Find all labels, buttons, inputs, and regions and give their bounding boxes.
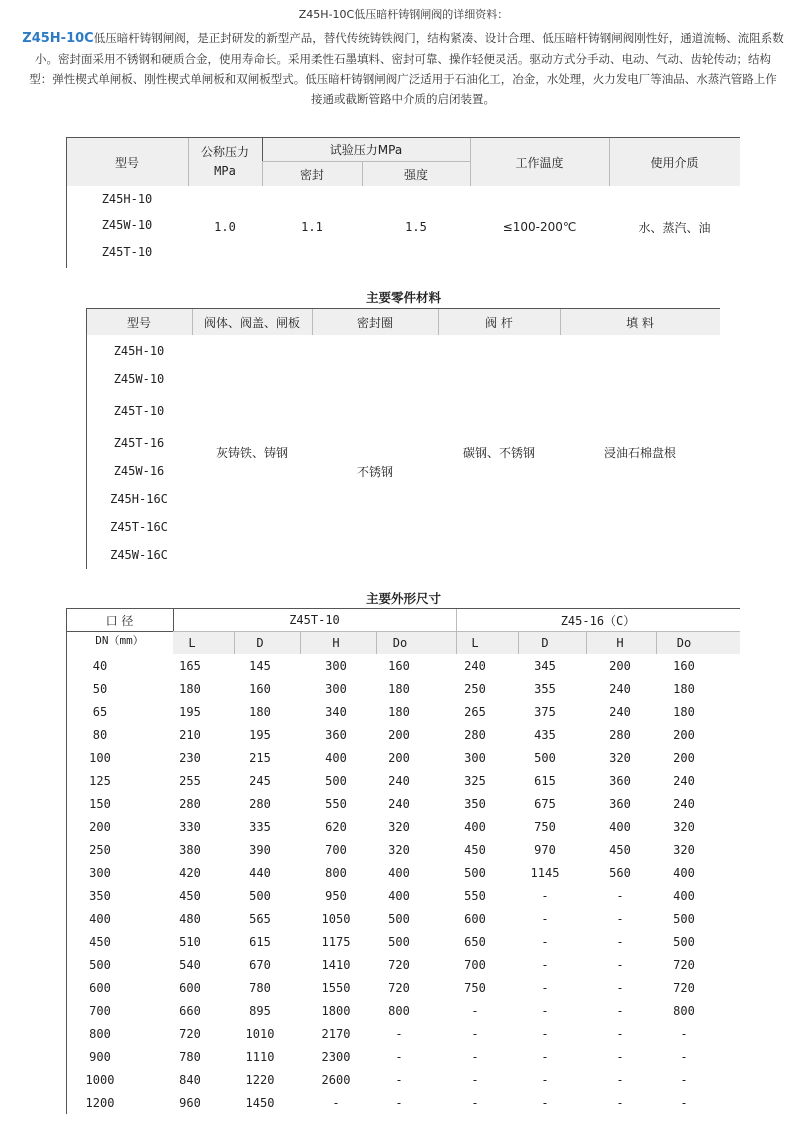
dimension-cell: 335	[249, 820, 271, 834]
dn-cell: 150	[89, 797, 111, 811]
dimension-cell: 340	[325, 705, 347, 719]
header-medium: 使用介质	[650, 155, 699, 170]
model-cell: Z45W-16	[113, 464, 165, 478]
header-nominal-pressure-label: 公称压力	[200, 145, 249, 159]
dimension-cell: 500	[388, 912, 410, 926]
dimension-cell: 265	[464, 705, 486, 719]
dimension-cell: 720	[179, 1027, 201, 1041]
dimension-cell: 200	[673, 728, 695, 742]
dimension-cell: -	[616, 958, 624, 972]
dimension-cell: -	[332, 1096, 340, 1110]
dn-cell: 300	[89, 866, 111, 880]
dimension-cell: 350	[464, 797, 486, 811]
header-dn: DN（mm）	[95, 634, 144, 647]
dimension-cell: 800	[388, 1004, 410, 1018]
header-col-d: D	[541, 636, 549, 650]
dimension-cell: 400	[388, 889, 410, 903]
dimension-cell: 895	[249, 1004, 271, 1018]
dimension-cell: 435	[534, 728, 556, 742]
header-model: 型号	[114, 155, 139, 170]
dimension-cell: 240	[673, 797, 695, 811]
dimension-cell: 360	[325, 728, 347, 742]
dimension-cell: 2300	[321, 1050, 351, 1064]
dimension-cell: 600	[464, 912, 486, 926]
dimension-cell: 1145	[530, 866, 560, 880]
dimension-cell: -	[616, 1050, 624, 1064]
dimension-cell: 380	[179, 843, 201, 857]
header-col-do: Do	[676, 636, 692, 650]
dimension-cell: 2170	[321, 1027, 351, 1041]
dimension-cell: 320	[388, 820, 410, 834]
dimension-cell: 320	[609, 751, 631, 765]
header-seal: 密封	[299, 167, 324, 182]
dimension-cell: 620	[325, 820, 347, 834]
dimension-cell: 160	[388, 659, 410, 673]
dimension-cell: -	[541, 1004, 549, 1018]
dimension-cell: 255	[179, 774, 201, 788]
dimension-cell: 300	[325, 682, 347, 696]
header-nominal-pressure-unit: MPa	[214, 164, 236, 178]
header-caliber: 口 径	[105, 613, 134, 628]
dn-cell: 1200	[85, 1096, 115, 1110]
dimension-cell: 670	[249, 958, 271, 972]
dimension-cell: 360	[609, 797, 631, 811]
dimension-cell: 320	[673, 820, 695, 834]
dimension-cell: -	[680, 1073, 688, 1087]
header-group-z45t-10: Z45T-10	[289, 613, 340, 627]
dn-cell: 400	[89, 912, 111, 926]
dn-cell: 500	[89, 958, 111, 972]
dimension-cell: 180	[249, 705, 271, 719]
dimension-cell: 200	[388, 751, 410, 765]
dn-cell: 1000	[85, 1073, 115, 1087]
dimension-cell: -	[680, 1050, 688, 1064]
header-strength: 强度	[403, 167, 428, 182]
dimension-cell: -	[541, 1050, 549, 1064]
dimension-cell: 400	[325, 751, 347, 765]
header-test-pressure: 试验压力MPa	[329, 143, 403, 157]
dimension-cell: 450	[179, 889, 201, 903]
header-col-l: L	[188, 636, 196, 650]
dimension-cell: -	[471, 1073, 479, 1087]
header-col-h: H	[332, 636, 340, 650]
header-col-h: H	[616, 636, 624, 650]
dimension-cell: 240	[609, 705, 631, 719]
model-cell: Z45T-16C	[110, 520, 168, 534]
dimension-cell: -	[616, 1096, 624, 1110]
dimension-cell: 240	[388, 774, 410, 788]
nominal-pressure-value: 1.0	[214, 220, 236, 234]
packing-material-value: 浸油石棉盘根	[603, 445, 676, 460]
dn-cell: 125	[89, 774, 111, 788]
dimension-cell: -	[395, 1050, 403, 1064]
dimension-cell: 500	[534, 751, 556, 765]
dimension-cell: 750	[534, 820, 556, 834]
medium-value: 水、蒸汽、油	[638, 220, 711, 235]
dimension-cell: 200	[388, 728, 410, 742]
dimension-cell: 2600	[321, 1073, 351, 1087]
dimension-cell: 375	[534, 705, 556, 719]
dimension-cell: 780	[179, 1050, 201, 1064]
model-cell: Z45T-10	[101, 245, 153, 259]
dimension-cell: 615	[534, 774, 556, 788]
dn-cell: 600	[89, 981, 111, 995]
dimension-cell: 230	[179, 751, 201, 765]
dimension-cell: -	[471, 1027, 479, 1041]
intro-line-1	[10, 28, 796, 49]
dimension-cell: 840	[179, 1073, 201, 1087]
dimension-cell: -	[616, 981, 624, 995]
dimension-cell: -	[680, 1096, 688, 1110]
dimension-cell: -	[395, 1096, 403, 1110]
dimension-cell: 660	[179, 1004, 201, 1018]
dimension-cell: 565	[249, 912, 271, 926]
dimension-cell: 615	[249, 935, 271, 949]
model-cell: Z45T-16	[113, 436, 165, 450]
materials-section-title: 主要零件材料	[365, 290, 441, 305]
dimension-cell: -	[541, 912, 549, 926]
dimension-cell: 800	[673, 1004, 695, 1018]
dimension-cell: 500	[464, 866, 486, 880]
dimension-cell: 400	[673, 866, 695, 880]
dimension-cell: -	[616, 1073, 624, 1087]
dimension-cell: 700	[464, 958, 486, 972]
intro-line-1-text: 低压暗杆铸钢闸阀，是正封研发的新型产品，替代传统铸铁阀门，结构紧凑、设计合理、低压暗杆铸钢闸阀刚性好，通道流畅、流阻系数	[93, 31, 784, 45]
dimension-cell: 500	[388, 935, 410, 949]
dimension-cell: 240	[673, 774, 695, 788]
intro-paragraph	[10, 28, 796, 109]
model-cell: Z45H-16C	[110, 492, 168, 506]
dimension-cell: 240	[609, 682, 631, 696]
seal-pressure-value: 1.1	[301, 220, 323, 234]
intro-model: Z45H-10C	[22, 31, 94, 46]
dimension-cell: -	[616, 935, 624, 949]
dimension-cell: 280	[179, 797, 201, 811]
dimension-cell: 390	[249, 843, 271, 857]
dimension-cell: -	[541, 1027, 549, 1041]
model-cell: Z45W-16C	[110, 548, 168, 562]
dimension-cell: 720	[388, 958, 410, 972]
dimension-cell: 325	[464, 774, 486, 788]
dimension-cell: -	[616, 889, 624, 903]
dimension-cell: 195	[249, 728, 271, 742]
header-stem: 阀 杆	[485, 315, 513, 330]
dimension-cell: 360	[609, 774, 631, 788]
dimension-cell: -	[471, 1004, 479, 1018]
header-seal-ring: 密封圈	[356, 315, 393, 330]
dn-cell: 100	[89, 751, 111, 765]
dimension-cell: 300	[325, 659, 347, 673]
dimension-cell: 970	[534, 843, 556, 857]
dn-cell: 350	[89, 889, 111, 903]
dimension-cell: -	[541, 889, 549, 903]
dimension-cell: 750	[464, 981, 486, 995]
dimension-cell: 400	[388, 866, 410, 880]
dimension-cell: 200	[673, 751, 695, 765]
dimension-cell: 1050	[321, 912, 351, 926]
dimensions-table-left-border	[66, 608, 67, 1114]
dimension-cell: 280	[249, 797, 271, 811]
dimension-cell: 650	[464, 935, 486, 949]
dimension-cell: 1110	[245, 1050, 275, 1064]
dimension-cell: 280	[609, 728, 631, 742]
header-col-d: D	[256, 636, 264, 650]
intro-line-2: 小。密封面采用不锈钢和硬质合金，使用寿命长。采用柔性石墨填料、密封可靠、操作轻便灵活。驱动方式分手动、电动、气动、齿轮传动；结构	[35, 52, 771, 66]
dimension-cell: -	[471, 1050, 479, 1064]
dimension-cell: -	[395, 1027, 403, 1041]
header-work-temp: 工作温度	[515, 155, 564, 170]
header-group-z45-16c: Z45-16（C）	[560, 613, 636, 628]
dimension-cell: 600	[179, 981, 201, 995]
dimension-cell: 165	[179, 659, 201, 673]
header-nominal-pressure	[188, 138, 262, 186]
dn-cell: 65	[92, 705, 108, 719]
dimension-cell: 330	[179, 820, 201, 834]
dn-cell: 450	[89, 935, 111, 949]
dimension-cell: 195	[179, 705, 201, 719]
dn-cell: 700	[89, 1004, 111, 1018]
dimension-cell: -	[541, 958, 549, 972]
dimension-cell: -	[616, 912, 624, 926]
dimension-cell: 180	[179, 682, 201, 696]
dimension-cell: 950	[325, 889, 347, 903]
intro-line-4: 接通或截断管路中介质的启闭装置。	[311, 92, 495, 106]
dimension-cell: 210	[179, 728, 201, 742]
dimension-cell: 1220	[245, 1073, 275, 1087]
dimension-cell: 1550	[321, 981, 351, 995]
dn-cell: 250	[89, 843, 111, 857]
dn-cell: 200	[89, 820, 111, 834]
dimension-cell: 700	[325, 843, 347, 857]
dimension-cell: 250	[464, 682, 486, 696]
header-col-do: Do	[392, 636, 408, 650]
model-cell: Z45W-10	[113, 372, 165, 386]
header-packing: 填 料	[626, 315, 654, 330]
dimension-cell: 280	[464, 728, 486, 742]
model-cell: Z45H-10	[113, 344, 165, 358]
strength-pressure-value: 1.5	[405, 220, 427, 234]
dimension-cell: 320	[673, 843, 695, 857]
dimension-cell: 180	[388, 705, 410, 719]
dimension-cell: 1010	[245, 1027, 275, 1041]
dimension-cell: -	[541, 1073, 549, 1087]
dimension-cell: -	[541, 935, 549, 949]
model-cell: Z45T-10	[113, 404, 165, 418]
model-cell: Z45W-10	[101, 218, 153, 232]
dimensions-table-top-border	[66, 608, 740, 609]
dimension-cell: 300	[464, 751, 486, 765]
dimension-cell: 240	[388, 797, 410, 811]
header-body: 阀体、阀盖、闸板	[203, 315, 300, 330]
seal-ring-material-value: 不锈钢	[356, 464, 393, 479]
dimensions-section-title: 主要外形尺寸	[365, 591, 441, 606]
dimension-cell: 510	[179, 935, 201, 949]
dimension-cell: 480	[179, 912, 201, 926]
header-model: 型号	[126, 315, 151, 330]
dn-cell: 900	[89, 1050, 111, 1064]
dimension-cell: 720	[673, 958, 695, 972]
dimension-cell: -	[541, 981, 549, 995]
dimension-cell: 345	[534, 659, 556, 673]
dimension-cell: 400	[673, 889, 695, 903]
dimension-cell: 500	[673, 935, 695, 949]
dimension-cell: 215	[249, 751, 271, 765]
dimension-cell: 240	[464, 659, 486, 673]
dimension-cell: 1410	[321, 958, 351, 972]
dimension-cell: 400	[464, 820, 486, 834]
dimension-cell: 800	[325, 866, 347, 880]
dimension-cell: 540	[179, 958, 201, 972]
stem-material-value: 碳钢、不锈钢	[462, 445, 535, 460]
dimension-cell: -	[395, 1073, 403, 1087]
dimension-cell: 1800	[321, 1004, 351, 1018]
dimension-cell: 675	[534, 797, 556, 811]
dn-cell: 800	[89, 1027, 111, 1041]
dimension-cell: 245	[249, 774, 271, 788]
dn-cell: 80	[92, 728, 108, 742]
page-title: Z45H-10C低压暗杆铸钢闸阀的详细资料：	[298, 8, 509, 21]
dimension-cell: 500	[325, 774, 347, 788]
dimension-cell: 1175	[321, 935, 351, 949]
dimension-cell: 145	[249, 659, 271, 673]
dimension-cell: 960	[179, 1096, 201, 1110]
dimension-cell: 550	[464, 889, 486, 903]
dimension-cell: 550	[325, 797, 347, 811]
dimension-cell: 355	[534, 682, 556, 696]
dimension-cell: 180	[673, 705, 695, 719]
dimension-cell: 1450	[245, 1096, 275, 1110]
dimension-cell: 450	[609, 843, 631, 857]
dimension-cell: 720	[673, 981, 695, 995]
model-cell: Z45H-10	[101, 192, 153, 206]
dimension-cell: 180	[388, 682, 410, 696]
work-temp-value: ≤100-200℃	[502, 220, 577, 234]
dn-cell: 40	[92, 659, 108, 673]
intro-line-3: 型：弹性楔式单闸板、刚性楔式单闸板和双闸板型式。低压暗杆铸钢闸阀广泛适用于石油化工，冶金，水处理，火力发电厂等油品、水蒸汽管路上作	[29, 72, 777, 86]
dimension-cell: 160	[249, 682, 271, 696]
dimension-cell: -	[616, 1004, 624, 1018]
dimension-cell: 440	[249, 866, 271, 880]
dimension-cell: 320	[388, 843, 410, 857]
dimension-cell: 180	[673, 682, 695, 696]
dimension-cell: 400	[609, 820, 631, 834]
dimension-cell: 500	[673, 912, 695, 926]
dimension-cell: 450	[464, 843, 486, 857]
dimension-cell: -	[471, 1096, 479, 1110]
dimension-cell: 720	[388, 981, 410, 995]
dimension-cell: -	[541, 1096, 549, 1110]
dimension-cell: 420	[179, 866, 201, 880]
header-col-l: L	[471, 636, 479, 650]
dimension-cell: 780	[249, 981, 271, 995]
dimension-cell: 200	[609, 659, 631, 673]
dimension-cell: -	[616, 1027, 624, 1041]
dimension-cell: 160	[673, 659, 695, 673]
dn-cell: 50	[92, 682, 108, 696]
dimension-cell: 560	[609, 866, 631, 880]
dimension-cell: -	[680, 1027, 688, 1041]
dimension-cell: 500	[249, 889, 271, 903]
body-material-value: 灰铸铁、铸钢	[215, 445, 288, 460]
